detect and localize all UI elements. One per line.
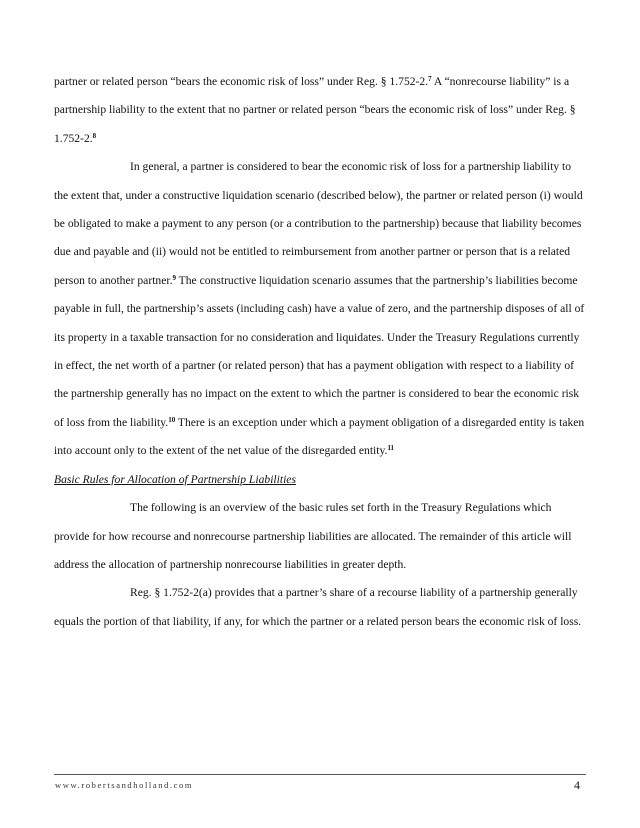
section-heading-text: Basic Rules for Allocation of Partnership Liabilities [54,472,296,486]
footer-url-link[interactable]: www.robertsandholland.com [55,780,194,790]
page-number: 4 [574,778,580,792]
footnote-ref-10[interactable]: 10 [168,416,176,425]
text-segment: There is an exception under which a payment obligation of a disregarded entity is taken into account only to the extent of the net value of the disregarded entity. [54,415,585,458]
footnote-ref-8[interactable]: 8 [92,131,97,140]
footnote-ref-9[interactable]: 9 [172,274,176,282]
footnote-ref-11[interactable]: 11 [387,444,395,453]
paragraph-nonrecourse-definition [54,68,588,153]
text-segment: partner or related person “bears the economic risk of loss” under Reg. § 1.752-2. [54,75,429,88]
paragraph-recourse-share [54,579,588,636]
paragraph-economic-risk [54,153,588,465]
text-segment: Reg. § 1.752-2(a) provides that a partner’s share of a recourse liability of a partnership generally equals the portion of that liability, if any, for which the partner or a related person bears the economic risk of loss. [54,586,582,628]
section-heading [54,466,588,494]
text-segment: The constructive liquidation scenario assumes that the partnership’s liabilities become payable in full, the partnership’s assets (including cash) have a value of zero, and the partnership disposes of all of its property in a taxable transaction for no consideration and liquidates. Under the Treasury Regulations currently in effect, the net worth of a partner (or related person) that has a payment obligation with respect to a liability of the partnership generally has no impact on the extent to which the partner is considered to bear the economic risk of loss from the liability. [54,273,585,429]
text-segment: In general, a partner is considered to bear the economic risk of loss for a partnership liability to the extent that, under a constructive liquidation scenario (described below), the partner or related person (i) would be obligated to make a payment to any person (or a contribution to the partnership) because that liability becomes due and payable and (ii) would not be entitled to reimbursement from another partner or person that is a related person to another partner. [54,160,583,287]
paragraph-overview [54,494,588,579]
text-segment: The following is an overview of the basic rules set forth in the Treasury Regulations which provide for how recourse and nonrecourse partnership liabilities are allocated. The remainder of this article will address the allocation of partnership nonrecourse liabilities in greater depth. [54,501,572,571]
footnote-ref-7[interactable]: 7 [428,75,432,84]
body-text [54,68,588,636]
text-segment: A “nonrecourse liability” is a partnership liability to the extent that no partner or related person “bears the economic risk of loss” under Reg. § 1.752-2. [54,75,576,145]
footer-divider [54,774,586,775]
